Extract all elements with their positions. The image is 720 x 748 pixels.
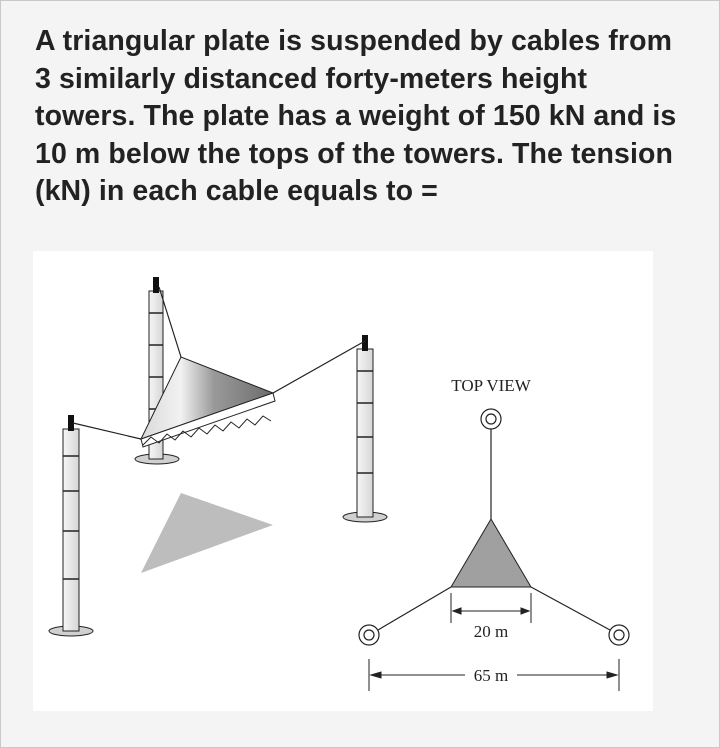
dim-large-label: 65 m (473, 666, 509, 685)
top-view-plate (451, 519, 531, 587)
question-text: A triangular plate is suspended by cables from 3 similarly distanced forty-meters height towers. The plate has a weight of 150 kN and is 10 m below the tops of the towers. The tension (kN) in each cable equals to = (35, 25, 677, 207)
dim-small-label: 20 m (473, 622, 509, 641)
top-view-label: TOP VIEW (451, 376, 531, 395)
problem-figure (33, 251, 653, 711)
tower-left (49, 415, 93, 636)
plate-shadow (141, 493, 273, 573)
tower-right (343, 335, 387, 522)
